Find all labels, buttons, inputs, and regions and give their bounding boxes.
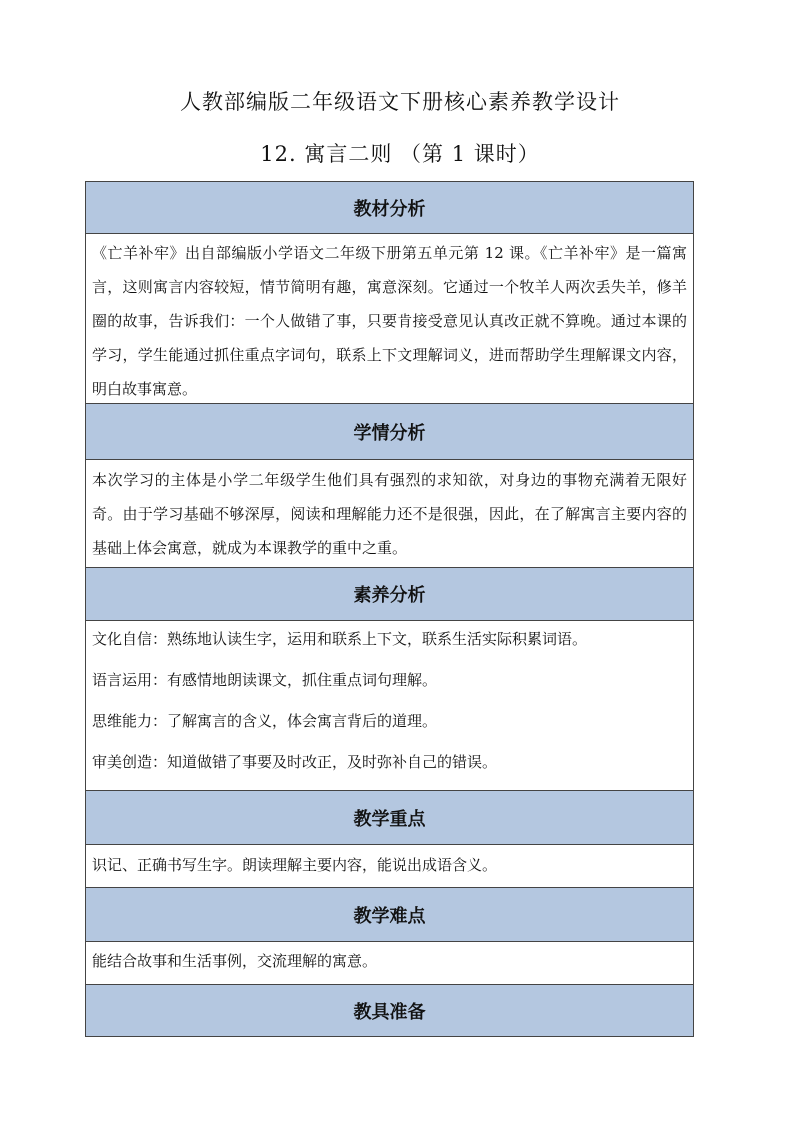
literacy-line-thinking: 思维能力：了解寓言的含义，体会寓言背后的道理。: [92, 712, 438, 730]
literacy-line-aesthetic: 审美创造：知道做错了事要及时改正，及时弥补自己的错误。: [92, 753, 498, 771]
section-header-teaching-analysis: 教材分析: [86, 182, 693, 234]
literacy-line-culture: 文化自信：熟练地认读生字，运用和联系上下文，联系生活实际积累词语。: [92, 630, 588, 648]
section-header-teaching-focus: 教学重点: [86, 791, 693, 845]
teaching-difficulty-text: 能结合故事和生活事例，交流理解的寓意。: [92, 952, 378, 970]
section-header-teaching-tools: 教具准备: [86, 985, 693, 1037]
section-body-student-analysis: [86, 460, 693, 568]
section-body-teaching-focus: [86, 845, 693, 888]
section-body-teaching-analysis: [86, 234, 693, 404]
document-title: 人教部编版二年级语文下册核心素养教学设计: [180, 90, 620, 114]
lesson-title: 12. 寓言二则 （第 1 课时）: [260, 142, 540, 166]
section-body-teaching-difficulty: [86, 942, 693, 985]
student-analysis-text: 本次学习的主体是小学二年级学生他们具有强烈的求知欲，对身边的事物充满着无限好奇。由于学习基础不够深厚，阅读和理解能力还不是很强，因此，在了解寓言主要内容的基础上体会寓意，就成为本课教学的重中之重。: [92, 471, 687, 557]
teaching-focus-text: 识记、正确书写生字。朗读理解主要内容，能说出成语含义。: [92, 856, 498, 874]
section-header-literacy-analysis: 素养分析: [86, 568, 693, 621]
literacy-line-language: 语言运用：有感情地朗读课文，抓住重点词句理解。: [92, 671, 438, 689]
lesson-plan-table: [85, 181, 694, 1037]
section-header-student-analysis: 学情分析: [86, 404, 693, 460]
section-header-teaching-difficulty: 教学难点: [86, 888, 693, 942]
section-body-literacy-analysis: [86, 621, 693, 791]
teaching-analysis-text: 《亡羊补牢》出自部编版小学语文二年级下册第五单元第 12 课。《亡羊补牢》是一篇寓言，这则寓言内容较短，情节简明有趣，寓意深刻。它通过一个牧羊人两次丢失羊，修羊圈的故事，告诉我们：一个人做错了事，只要肯接受意见认真改正就不算晚。通过本课的学习，学生能通过抓住重点字词句，联系上下文理解词义，进而帮助学生理解课文内容，明白故事寓意。: [92, 244, 687, 398]
